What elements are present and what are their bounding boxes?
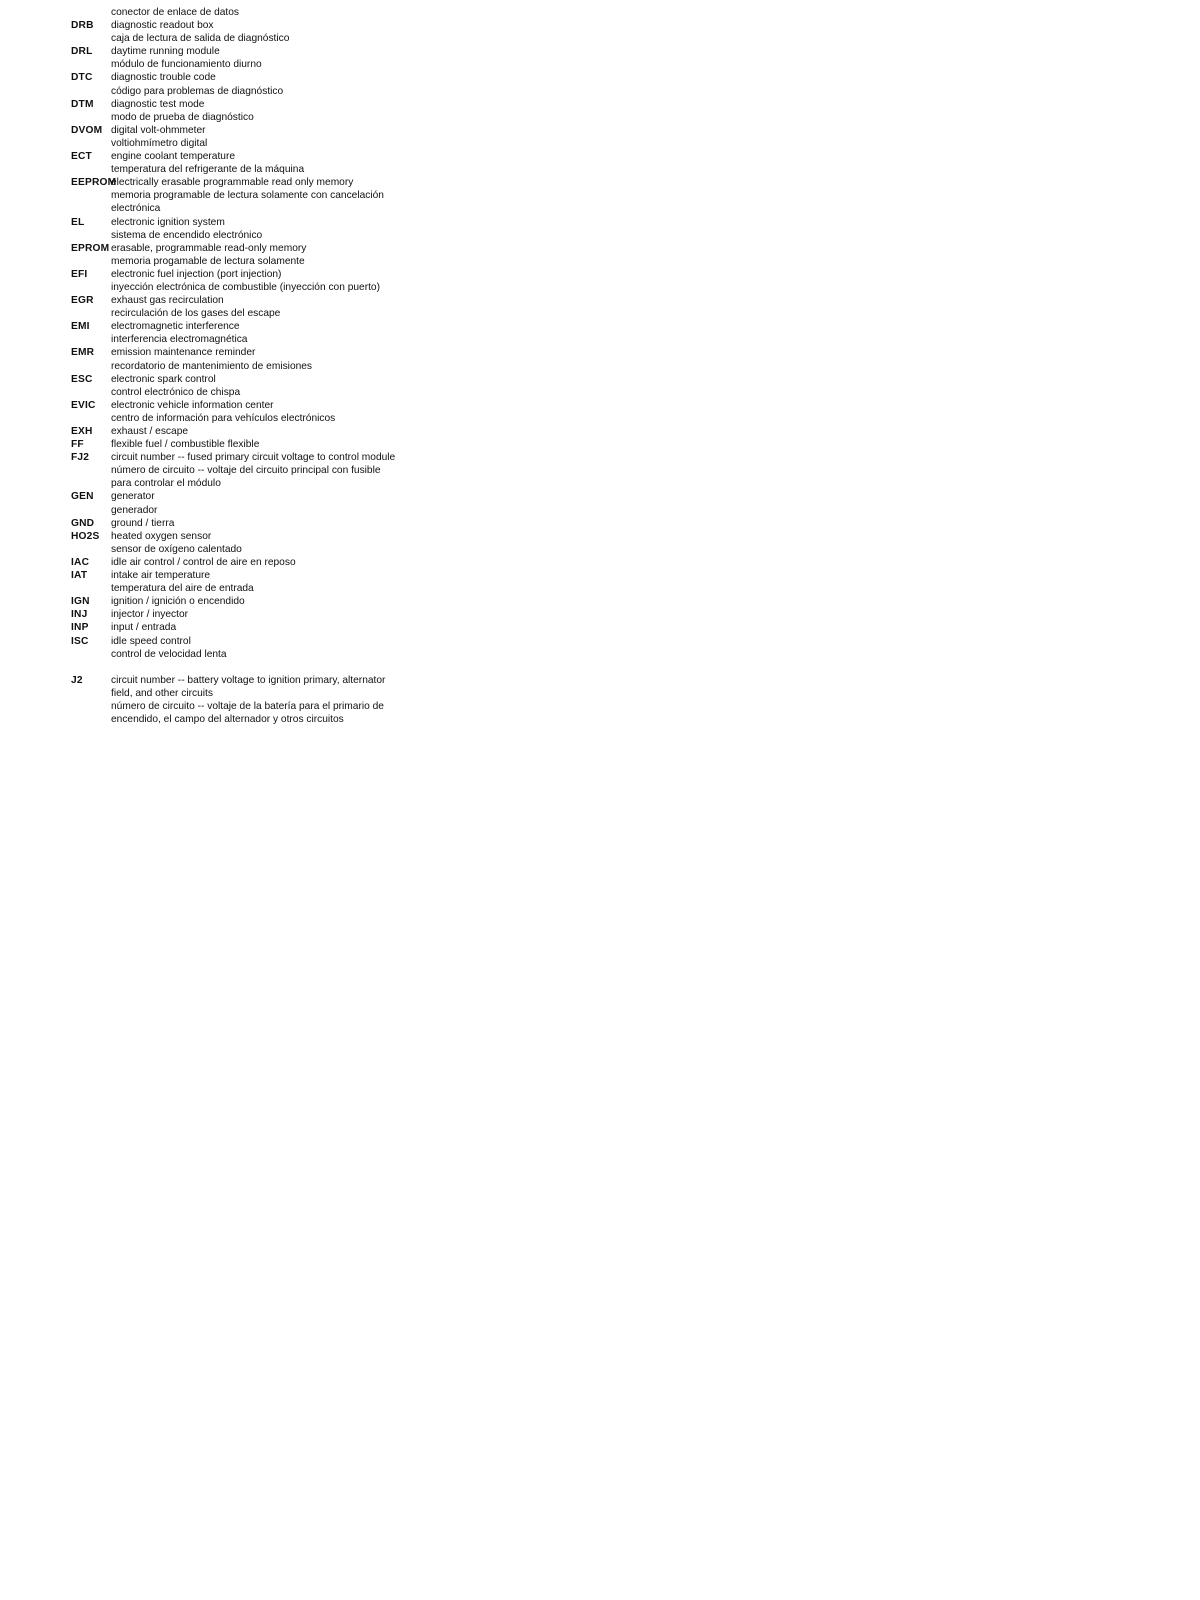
entry-abbreviation: EL: [71, 216, 85, 228]
glossary-entry: [71, 569, 531, 595]
definition-line: injector / inyector: [111, 609, 189, 621]
definition-line: encendido, el campo del alternador y otros circuitos: [111, 713, 344, 725]
entry-abbreviation: EEPROM: [71, 177, 117, 189]
entry-abbreviation: INP: [71, 622, 89, 634]
definition-line: electrónica: [111, 203, 161, 215]
entry-definitions: [111, 595, 531, 608]
glossary-entry: [71, 556, 531, 569]
definition-line: generador: [111, 504, 158, 516]
entry-abbreviation: GEN: [71, 491, 94, 503]
definition-line: centro de información para vehículos electrónicos: [111, 412, 336, 424]
entry-abbreviation: J2: [71, 674, 83, 686]
entry-abbreviation: INJ: [71, 609, 88, 621]
definition-line: circuit number -- fused primary circuit voltage to control module: [111, 452, 396, 464]
definition-line: idle speed control: [111, 635, 191, 647]
entry-definitions: [111, 373, 531, 399]
definition-line: sistema de encendido electrónico: [111, 229, 263, 241]
entry-abbreviation: IAC: [71, 556, 90, 568]
definition-line: para controlar el módulo: [111, 478, 221, 490]
entry-definitions: [111, 635, 531, 661]
glossary-entry: [71, 176, 531, 215]
glossary-entry: [71, 98, 531, 124]
entry-definitions: [111, 98, 531, 124]
glossary-entry: [71, 216, 531, 242]
entry-abbreviation: EVIC: [71, 399, 96, 411]
definition-line: diagnostic test mode: [111, 98, 205, 110]
definition-line: exhaust / escape: [111, 426, 189, 437]
entry-definitions: [111, 569, 531, 595]
definition-line: erasable, programmable read-only memory: [111, 242, 307, 254]
definition-line: sensor de oxígeno calentado: [111, 543, 242, 555]
entry-abbreviation: EPROM: [71, 242, 110, 254]
definition-line: digital volt-ohmmeter: [111, 124, 206, 136]
definition-line: exhaust gas recirculation: [111, 295, 224, 307]
entry-definitions: [111, 425, 531, 438]
glossary-entry: [71, 346, 531, 372]
entry-definitions: [111, 45, 531, 71]
definition-line: circuit number -- battery voltage to ignition primary, alternator: [111, 674, 386, 686]
definition-line: ground / tierra: [111, 517, 175, 529]
glossary-entry: [71, 608, 531, 621]
entry-definitions: [111, 294, 531, 320]
definition-line: daytime running module: [111, 46, 220, 58]
definition-line: generator: [111, 491, 155, 503]
definition-line: engine coolant temperature: [111, 151, 236, 163]
entry-definitions: [111, 19, 531, 45]
entry-abbreviation: GND: [71, 517, 95, 529]
definition-line: heated oxygen sensor: [111, 530, 212, 542]
entry-abbreviation: EGR: [71, 295, 94, 307]
entry-abbreviation: FF: [71, 439, 84, 451]
entry-abbreviation: EFI: [71, 268, 88, 280]
glossary-entry: [71, 124, 531, 150]
entry-abbreviation: DRL: [71, 46, 93, 58]
glossary-entry: [71, 635, 531, 661]
entry-abbreviation: HO2S: [71, 530, 100, 542]
entry-abbreviation: EMR: [71, 347, 95, 359]
entry-definitions: [111, 320, 531, 346]
glossary-entry: [71, 45, 531, 71]
glossary-entry: [71, 451, 531, 490]
entry-definitions: [111, 399, 531, 425]
definition-line: recordatorio de mantenimiento de emisiones: [111, 360, 313, 372]
entry-definitions: [111, 451, 531, 490]
glossary-entry: [71, 438, 531, 451]
entry-definitions: [111, 674, 531, 726]
definition-line: electronic vehicle information center: [111, 399, 274, 411]
definition-line: interferencia electromagnética: [111, 334, 248, 346]
glossary-entry: [71, 517, 531, 530]
entry-abbreviation: ESC: [71, 373, 93, 385]
definition-line: temperatura del aire de entrada: [111, 583, 254, 595]
entry-definitions: [111, 242, 531, 268]
entry-definitions: [111, 346, 531, 372]
entry-definitions: [111, 6, 531, 19]
definition-line: modo de prueba de diagnóstico: [111, 111, 254, 123]
glossary-entry: [71, 19, 531, 45]
glossary-entry: [71, 425, 531, 438]
definition-line: número de circuito -- voltaje del circuito principal con fusible: [111, 465, 381, 477]
entry-abbreviation: IGN: [71, 596, 90, 608]
definition-line: control electrónico de chispa: [111, 386, 241, 398]
entry-definitions: [111, 608, 531, 621]
definition-line: electrically erasable programmable read only memory: [111, 177, 354, 189]
glossary-entry: [71, 621, 531, 634]
entry-abbreviation: DRB: [71, 20, 94, 32]
glossary-entry: [71, 530, 531, 556]
glossary-entry: [71, 242, 531, 268]
entry-definitions: [111, 216, 531, 242]
entry-abbreviation: DTM: [71, 98, 94, 110]
entry-abbreviation: ISC: [71, 635, 89, 647]
definition-line: intake air temperature: [111, 570, 211, 582]
glossary-entry: [71, 674, 531, 726]
glossary-entry: [71, 373, 531, 399]
entry-definitions: [111, 556, 531, 569]
definition-line: recirculación de los gases del escape: [111, 308, 281, 320]
definition-line: idle air control / control de aire en reposo: [111, 556, 296, 568]
glossary-entry: [71, 595, 531, 608]
definition-line: electromagnetic interference: [111, 321, 240, 333]
definition-line: ignition / ignición o encendido: [111, 596, 245, 608]
entry-definitions: [111, 71, 531, 97]
entry-definitions: [111, 517, 531, 530]
definition-line: número de circuito -- voltaje de la batería para el primario de: [111, 700, 384, 712]
definition-line: field, and other circuits: [111, 687, 213, 699]
glossary-list: [71, 6, 531, 726]
definition-line: conector de enlace de datos: [111, 7, 240, 18]
definition-line: diagnostic trouble code: [111, 72, 216, 84]
entry-definitions: [111, 490, 531, 516]
entry-definitions: [111, 150, 531, 176]
definition-line: código para problemas de diagnóstico: [111, 85, 284, 97]
definition-line: flexible fuel / combustible flexible: [111, 439, 260, 451]
definition-line: input / entrada: [111, 622, 177, 634]
definition-line: diagnostic readout box: [111, 20, 214, 32]
entry-definitions: [111, 124, 531, 150]
glossary-entry: [71, 71, 531, 97]
definition-line: módulo de funcionamiento diurno: [111, 59, 262, 71]
entry-definitions: [111, 176, 531, 215]
entry-abbreviation: DVOM: [71, 124, 103, 136]
entry-abbreviation: IAT: [71, 570, 88, 582]
entry-abbreviation: FJ2: [71, 452, 90, 464]
glossary-entry: [71, 6, 531, 19]
glossary-entry: [71, 294, 531, 320]
glossary-entry: [71, 490, 531, 516]
definition-line: memoria progamable de lectura solamente: [111, 255, 305, 267]
entry-abbreviation: DTC: [71, 72, 93, 84]
definition-line: memoria programable de lectura solamente con cancelación: [111, 190, 384, 202]
definition-line: emission maintenance reminder: [111, 347, 256, 359]
entry-abbreviation: EMI: [71, 321, 90, 333]
definition-line: electronic fuel injection (port injection): [111, 268, 282, 280]
definition-line: temperatura del refrigerante de la máquina: [111, 164, 305, 176]
entry-definitions: [111, 268, 531, 294]
definition-line: electronic spark control: [111, 373, 216, 385]
glossary-entry: [71, 399, 531, 425]
entry-abbreviation: EXH: [71, 426, 93, 437]
glossary-entry: [71, 150, 531, 176]
definition-line: voltiohmímetro digital: [111, 137, 208, 149]
definition-line: electronic ignition system: [111, 216, 225, 228]
entry-abbreviation: ECT: [71, 151, 92, 163]
entry-definitions: [111, 438, 531, 451]
definition-line: caja de lectura de salida de diagnóstico: [111, 33, 290, 45]
glossary-entry: [71, 320, 531, 346]
definition-line: control de velocidad lenta: [111, 648, 227, 660]
entry-definitions: [111, 530, 531, 556]
definition-line: inyección electrónica de combustible (inyección con puerto): [111, 281, 380, 293]
entry-definitions: [111, 621, 531, 634]
glossary-entry: [71, 268, 531, 294]
